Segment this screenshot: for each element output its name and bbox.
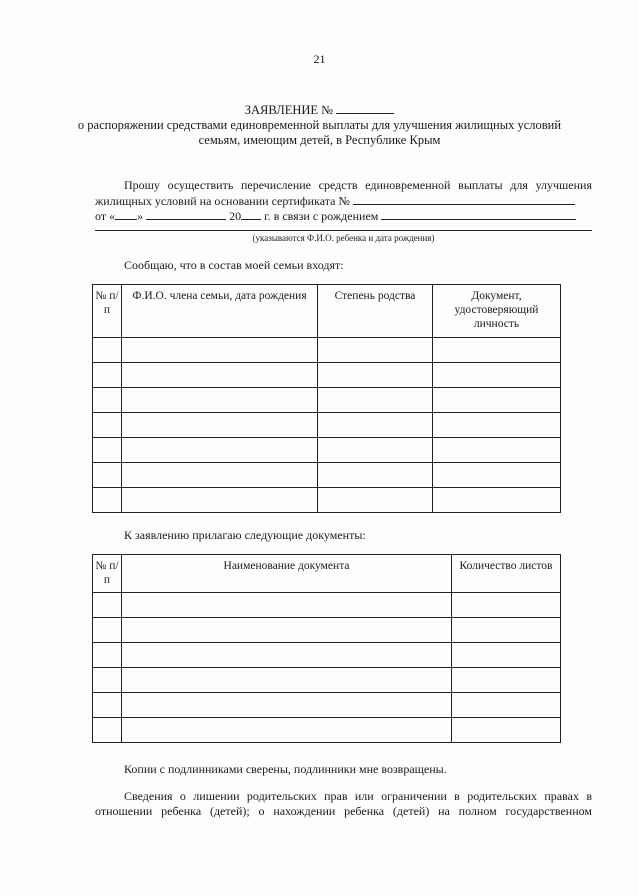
request-line-2: жилищных условий на основании сертификата № <box>95 193 592 209</box>
table-row <box>93 618 561 643</box>
family-table <box>92 284 561 513</box>
table-cell[interactable] <box>318 413 433 438</box>
docs-intro: К заявлению прилагаю следующие документы: <box>124 528 366 542</box>
family-table-header <box>93 285 561 338</box>
page-number: 21 <box>313 52 326 66</box>
table-cell[interactable] <box>122 618 452 643</box>
family-col-name: Ф.И.О. члена семьи, дата рождения <box>122 285 318 338</box>
child-info-caption: (указываются Ф.И.О. ребенка и дата рождения) <box>252 233 435 243</box>
docs-col-number: № п/п <box>93 555 122 593</box>
documents-table-header <box>93 555 561 593</box>
request-line-1: Прошу осуществить перечисление средств единовременной выплаты для улучшения <box>124 178 592 192</box>
docs-col-sheets: Количество листов <box>452 555 561 593</box>
table-cell[interactable] <box>93 593 122 618</box>
table-cell[interactable] <box>122 463 318 488</box>
table-cell[interactable] <box>318 363 433 388</box>
table-row <box>93 488 561 513</box>
family-col-number: № п/п <box>93 285 122 338</box>
day-blank[interactable] <box>115 208 137 220</box>
table-cell[interactable] <box>433 413 561 438</box>
family-col-document: Документ, удостоверяющий личность <box>433 285 561 338</box>
table-row <box>93 388 561 413</box>
table-cell[interactable] <box>433 488 561 513</box>
table-cell[interactable] <box>452 643 561 668</box>
table-cell[interactable] <box>452 668 561 693</box>
table-cell[interactable] <box>93 388 122 413</box>
table-cell[interactable] <box>93 463 122 488</box>
table-row <box>93 363 561 388</box>
child-info-line[interactable] <box>95 230 592 231</box>
table-row <box>93 643 561 668</box>
table-cell[interactable] <box>93 338 122 363</box>
table-cell[interactable] <box>93 413 122 438</box>
document-title <box>0 102 639 148</box>
table-cell[interactable] <box>93 693 122 718</box>
request-line-3: от « » 20 г. в связи с рождением <box>95 208 595 224</box>
table-row <box>93 668 561 693</box>
copies-note: Копии с подлинниками сверены, подлинники мне возвращены. <box>124 762 447 776</box>
docs-col-name: Наименование документа <box>122 555 452 593</box>
table-cell[interactable] <box>122 668 452 693</box>
table-cell[interactable] <box>93 363 122 388</box>
title-number-blank[interactable] <box>336 102 394 114</box>
family-col-relation: Степень родства <box>318 285 433 338</box>
info-line-2: отношении ребенка (детей); о нахождении ребенка (детей) на полном государственном <box>95 804 592 818</box>
table-cell[interactable] <box>433 363 561 388</box>
table-cell[interactable] <box>122 388 318 413</box>
title-line-3: семьям, имеющим детей, в Республике Крым <box>198 133 441 147</box>
table-cell[interactable] <box>452 593 561 618</box>
table-cell[interactable] <box>93 438 122 463</box>
table-row <box>93 438 561 463</box>
table-row <box>93 718 561 743</box>
table-cell[interactable] <box>122 438 318 463</box>
table-cell[interactable] <box>122 488 318 513</box>
table-cell[interactable] <box>122 338 318 363</box>
table-cell[interactable] <box>318 388 433 413</box>
table-cell[interactable] <box>318 338 433 363</box>
month-blank[interactable] <box>146 208 226 220</box>
table-row <box>93 693 561 718</box>
table-cell[interactable] <box>433 438 561 463</box>
table-cell[interactable] <box>93 668 122 693</box>
table-cell[interactable] <box>318 463 433 488</box>
info-line-1: Сведения о лишении родительских прав или ограничении в родительских правах в <box>124 789 592 803</box>
table-cell[interactable] <box>122 413 318 438</box>
table-cell[interactable] <box>93 488 122 513</box>
table-cell[interactable] <box>122 693 452 718</box>
table-cell[interactable] <box>452 718 561 743</box>
table-cell[interactable] <box>433 463 561 488</box>
documents-table <box>92 554 561 743</box>
table-cell[interactable] <box>93 618 122 643</box>
table-cell[interactable] <box>318 488 433 513</box>
table-cell[interactable] <box>452 693 561 718</box>
table-row <box>93 593 561 618</box>
table-cell[interactable] <box>122 643 452 668</box>
family-intro: Сообщаю, что в состав моей семьи входят: <box>124 258 344 272</box>
table-cell[interactable] <box>452 618 561 643</box>
title-heading: ЗАЯВЛЕНИЕ № <box>0 102 639 118</box>
title-line-2: о распоряжении средствами единовременной выплаты для улучшения жилищных условий <box>77 118 562 132</box>
year-blank[interactable] <box>241 208 261 220</box>
table-cell[interactable] <box>318 438 433 463</box>
table-cell[interactable] <box>93 643 122 668</box>
table-row <box>93 338 561 363</box>
table-row <box>93 413 561 438</box>
table-cell[interactable] <box>433 338 561 363</box>
child-info-blank[interactable] <box>381 208 576 220</box>
table-cell[interactable] <box>122 718 452 743</box>
table-cell[interactable] <box>122 593 452 618</box>
table-cell[interactable] <box>122 363 318 388</box>
table-cell[interactable] <box>433 388 561 413</box>
table-cell[interactable] <box>93 718 122 743</box>
certificate-number-blank[interactable] <box>353 193 575 205</box>
table-row <box>93 463 561 488</box>
